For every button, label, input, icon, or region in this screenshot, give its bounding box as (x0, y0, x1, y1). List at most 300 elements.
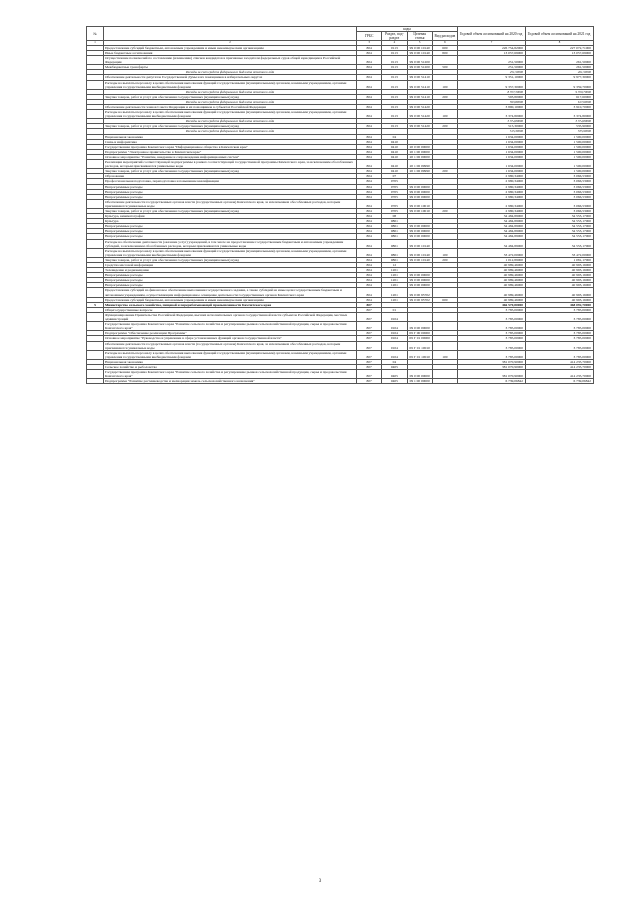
row-expense-type: 200 (432, 94, 457, 99)
row-razdel: 0104 (382, 322, 407, 331)
row-name: Предоставление субсидий бюджетным, автономным учреждениям и иным некоммерческим организациям (104, 297, 357, 302)
row-amount-2020: 3 374,80000 (458, 119, 526, 124)
row-amount-2020: 34 484,89000 (458, 214, 526, 219)
row-number (87, 160, 104, 169)
table-row (87, 379, 594, 384)
row-amount-2021: 40 993,16000 (526, 288, 594, 297)
column-index: 6 (432, 41, 457, 46)
row-grbs: 804 (357, 94, 382, 99)
row-expense-type: 200 (432, 257, 457, 262)
row-name: Обеспечение деятельности депутатов Государственной Думы и их помощников в избирательных округах (104, 75, 357, 80)
row-razdel: 0113 (382, 105, 407, 110)
row-razdel: 1201 (382, 273, 407, 278)
row-target-article: 99 0 00 00000 (407, 234, 432, 239)
table-row (87, 239, 594, 248)
row-name: Межбюджетные трансферты (104, 65, 357, 70)
table-header-row-1 (87, 27, 594, 32)
row-amount-2021: 3 785,00000 (526, 350, 594, 359)
row-grbs: 804 (357, 105, 382, 110)
row-razdel: 0410 (382, 149, 407, 154)
row-amount-2020: 226 754,82000 (458, 45, 526, 50)
row-expense-type: 200 (432, 208, 457, 213)
column-index: 3 (357, 41, 382, 46)
row-razdel: 0801 (382, 257, 407, 262)
row-razdel: 0801 (382, 224, 407, 229)
row-amount-2021: 34 553,17000 (526, 219, 594, 224)
row-grbs: 804 (357, 219, 382, 224)
row-amount-2020: 1 634,00000 (458, 149, 526, 154)
row-grbs: 807 (357, 331, 382, 336)
column-index: 8 (526, 41, 594, 46)
row-number (87, 379, 104, 384)
row-amount-2020: 593,80000 (458, 94, 526, 99)
row-razdel: 0104 (382, 331, 407, 336)
row-grbs: 804 (357, 234, 382, 239)
row-name: Расходы на выплаты персоналу в целях обеспечения выполнения функций государственными (муниципальными) органами, казенными учреждениями, органами управления государственными внебюджетными фондами (104, 248, 357, 257)
row-expense-type: 600 (432, 45, 457, 50)
row-grbs: 807 (357, 341, 382, 350)
row-number (87, 80, 104, 89)
row-name: Непрограммные расходы (104, 229, 357, 234)
row-grbs: 804 (357, 56, 382, 65)
row-amount-2020: 3 890,10000 (458, 105, 526, 110)
row-amount-2020: 34 484,89000 (458, 229, 526, 234)
row-amount-2020: 34 484,89000 (458, 234, 526, 239)
row-amount-2020: 33 472,00000 (458, 248, 526, 257)
row-name: Закупка товаров, работ и услуг для обеспечения государственных (муниципальных) нужд (104, 94, 357, 99)
row-amount-2021: 34 553,17000 (526, 234, 594, 239)
column-index: 4 (382, 41, 407, 46)
row-name: Расходы за счет средств федерального бюджета отчетного года (104, 129, 357, 134)
row-grbs: 807 (357, 379, 382, 384)
row-target-article: 09 Г 01 10010 (407, 350, 432, 359)
row-amount-2021: 1 500,00000 (526, 134, 594, 139)
row-amount-2020: 13 057,69000 (458, 50, 526, 55)
row-name: Государственная программа Камчатского края "Информационное общество в Камчатском крае" (104, 144, 357, 149)
row-target-article: 99 0 00 10140 (407, 50, 432, 55)
row-amount-2020: 6 739,06842 (458, 379, 526, 384)
row-grbs: 804 (357, 144, 382, 149)
row-expense-type: 200 (432, 124, 457, 129)
row-grbs: 804 (357, 194, 382, 199)
row-amount-2020: 1 634,00000 (458, 134, 526, 139)
row-razdel: 0104 (382, 350, 407, 359)
row-name: Общегосударственные вопросы (104, 307, 357, 312)
row-name: Закупка товаров, работ и услуг для обеспечения государственных (муниципальных) нужд (104, 124, 357, 129)
header-grbs: ГРБС (357, 32, 382, 41)
row-razdel: 0410 (382, 144, 407, 149)
row-amount-2020: 2 980,34000 (458, 199, 526, 208)
row-razdel: 0801 (382, 229, 407, 234)
budget-allocation-table (86, 26, 594, 384)
row-amount-2020: 1 634,00000 (458, 169, 526, 174)
row-amount-2021: 1 081,17000 (526, 257, 594, 262)
row-grbs: 804 (357, 189, 382, 194)
row-razdel: 0801 (382, 239, 407, 248)
row-target-article: 99 0 00 51200 (407, 65, 432, 70)
row-grbs: 804 (357, 208, 382, 213)
table-row (87, 341, 594, 350)
row-number (87, 322, 104, 331)
row-grbs: 804 (357, 278, 382, 283)
row-target-article: 99 0 00 10140 (407, 248, 432, 257)
row-grbs: 804 (357, 45, 382, 50)
row-name: Расходы на выплаты персоналу в целях обеспечения выполнения функций государственными (муниципальными) органами, казенными учреждениями, органами управления государственными внебюджетными фондами (104, 110, 357, 119)
row-name: Иные бюджетные ассигнования (104, 50, 357, 55)
row-name: Профессиональная подготовка, переподготовка и повышение квалификации (104, 179, 357, 184)
row-amount-2021: 261,50000 (526, 70, 594, 75)
row-amount-2021: 3 785,00000 (526, 341, 594, 350)
row-name: Расходы за счет средств федерального бюджета отчетного года (104, 99, 357, 104)
row-name: Непрограммные расходы (104, 224, 357, 229)
row-amount-2021: 3 066,53000 (526, 174, 594, 179)
row-razdel: 0113 (382, 75, 407, 80)
row-target-article: 99 0 00 00000 (407, 224, 432, 229)
row-razdel: 0113 (382, 124, 407, 129)
row-razdel: 08 (382, 214, 407, 219)
row-expense-type (432, 312, 457, 321)
column-index: 7 (458, 41, 526, 46)
row-amount-2020: 9 351,10000 (458, 75, 526, 80)
row-amount-2021: 9 359,70000 (526, 80, 594, 89)
row-number (87, 312, 104, 321)
row-target-article: 99 0 00 10140 (407, 239, 432, 248)
row-amount-2021: 40 993,16000 (526, 297, 594, 302)
row-amount-2021: 34 553,17000 (526, 239, 594, 248)
row-target-article: 99 0 00 10010 (407, 208, 432, 213)
row-number (87, 239, 104, 248)
row-amount-2021: 414 235,70000 (526, 364, 594, 369)
row-number (87, 350, 104, 359)
row-expense-type: 100 (432, 248, 457, 257)
row-amount-2020: 381 070,90000 (458, 364, 526, 369)
row-amount-2020: 2 980,34000 (458, 184, 526, 189)
row-razdel: 0705 (382, 208, 407, 213)
row-amount-2021: 3 066,53000 (526, 194, 594, 199)
row-amount-2020: 34 484,89000 (458, 239, 526, 248)
row-amount-2021: 6 739,06842 (526, 379, 594, 384)
row-razdel: 0113 (382, 50, 407, 55)
row-amount-2020: 1 012,89000 (458, 257, 526, 262)
row-razdel: 0113 (382, 80, 407, 89)
row-target-article: 09 0 00 00000 (407, 322, 432, 331)
row-name: Расходы за счет средств федерального бюджета отчетного года (104, 89, 357, 94)
row-grbs: 804 (357, 134, 382, 139)
row-amount-2021: 40 993,16000 (526, 273, 594, 278)
row-target-article: 99 0 00 51420 (407, 105, 432, 110)
row-amount-2021: 40 993,16000 (526, 278, 594, 283)
row-razdel: 0104 (382, 341, 407, 350)
header-num: № (87, 27, 104, 41)
row-grbs: 804 (357, 75, 382, 80)
row-name: Непрограммные расходы (104, 273, 357, 278)
row-name: Реализация мероприятий соответствующей подпрограммы в рамках соответствующей государственной программы Камчатского края, за исключением обособленных расходов, которым присваиваются уникальные коды (104, 160, 357, 169)
row-razdel: 0405 (382, 364, 407, 369)
row-name: Непрограммные расходы (104, 283, 357, 288)
row-razdel: 0705 (382, 184, 407, 189)
row-amount-2020: 515,30000 (458, 129, 526, 134)
row-name: Расходы за счет средств федерального бюджета отчетного года (104, 119, 357, 124)
row-grbs: 804 (357, 154, 382, 159)
row-amount-2021: 1 500,00000 (526, 160, 594, 169)
row-amount-2020: 3 785,00000 (458, 350, 526, 359)
row-target-article: 99 0 00 51420 (407, 124, 432, 129)
row-grbs: 804 (357, 184, 382, 189)
row-target-article: 99 0 00 51200 (407, 56, 432, 65)
row-razdel: 1201 (382, 288, 407, 297)
row-target-article: 99 0 00 00000 (407, 278, 432, 283)
row-grbs: 804 (357, 169, 382, 174)
row-amount-2021: 414 235,70000 (526, 370, 594, 379)
row-razdel: 04 (382, 359, 407, 364)
row-expense-type (432, 239, 457, 248)
row-target-article: 09 Г 01 10010 (407, 341, 432, 350)
row-amount-2021: 617,60000 (526, 94, 594, 99)
row-target-article: 09 1 00 00000 (407, 379, 432, 384)
row-target-article: 09 Г 00 00000 (407, 331, 432, 336)
row-expense-type (432, 56, 457, 65)
header-razdel: Раздел, под- раздел (382, 32, 407, 41)
row-grbs: 807 (357, 370, 382, 379)
row-grbs: 804 (357, 239, 382, 248)
row-name: Подпрограмма "Электронное правительство в Камчатском крае" (104, 149, 357, 154)
table-row (87, 110, 594, 119)
row-amount-2020: 466 570,80000 (458, 302, 526, 307)
row-target-article: 99 0 00 51410 (407, 80, 432, 89)
row-amount-2020: 1 634,00000 (458, 144, 526, 149)
row-amount-2021: 3 066,53000 (526, 179, 594, 184)
row-name: Подпрограмма "Развитие растениеводства и мелиорация земель сельскохозяйственного назначения" (104, 379, 357, 384)
row-expense-type (432, 160, 457, 169)
row-target-article: 99 0 00 00000 (407, 189, 432, 194)
row-amount-2021: 3 910,70000 (526, 105, 594, 110)
budget-table-sheet (86, 26, 594, 384)
header-year-2021: Годовой объем ассигнований на 2021 год (526, 27, 594, 41)
table-row (87, 288, 594, 297)
row-grbs: 804 (357, 257, 382, 262)
row-amount-2021: 3 785,00000 (526, 331, 594, 336)
row-razdel: 0405 (382, 379, 407, 384)
row-razdel: 0801 (382, 248, 407, 257)
row-razdel: 04 (382, 134, 407, 139)
row-expense-type (432, 341, 457, 350)
row-amount-2020: 3 374,80000 (458, 110, 526, 119)
row-razdel: 1201 (382, 278, 407, 283)
row-target-article: 09 0 00 00000 (407, 370, 432, 379)
row-name: Подпрограмма "Обеспечение реализации Программы" (104, 331, 357, 336)
row-expense-type (432, 288, 457, 297)
row-expense-type: 100 (432, 110, 457, 119)
row-grbs: 804 (357, 283, 382, 288)
row-amount-2020: 251,50000 (458, 56, 526, 65)
row-razdel: 0113 (382, 56, 407, 65)
row-grbs: 807 (357, 364, 382, 369)
row-amount-2020: 40 989,46000 (458, 288, 526, 297)
row-grbs: 804 (357, 288, 382, 297)
row-target-article: 99 0 00 51410 (407, 75, 432, 80)
row-target-article: 99 0 00 10140 (407, 257, 432, 262)
row-razdel: 1201 (382, 297, 407, 302)
row-name: Непрограммные расходы (104, 184, 357, 189)
row-razdel: 1201 (382, 268, 407, 273)
row-razdel: 0705 (382, 189, 407, 194)
row-name: Непрограммные расходы (104, 189, 357, 194)
row-grbs: 807 (357, 307, 382, 312)
row-number: 5 (87, 302, 104, 307)
row-razdel: 07 (382, 174, 407, 179)
row-name: Основное мероприятие "Развитие, внедрение и сопровождение информационных систем" (104, 154, 357, 159)
row-expense-type: 500 (432, 65, 457, 70)
row-amount-2021: 3 066,53000 (526, 189, 594, 194)
row-razdel: 0705 (382, 199, 407, 208)
row-expense-type (432, 199, 457, 208)
row-name: Культура, кинематография (104, 214, 357, 219)
row-grbs: 804 (357, 199, 382, 208)
row-grbs: 804 (357, 149, 382, 154)
row-grbs: 804 (357, 214, 382, 219)
row-target-article: 99 0 00 95702 (407, 297, 432, 302)
row-grbs: 807 (357, 302, 382, 307)
table-row (87, 199, 594, 208)
row-amount-2021: 1 500,00000 (526, 154, 594, 159)
row-razdel: 0705 (382, 179, 407, 184)
table-row (87, 370, 594, 379)
row-amount-2020: 1 634,00000 (458, 160, 526, 169)
row-number (87, 110, 104, 119)
row-grbs: 804 (357, 160, 382, 169)
row-name: Основное мероприятие "Руководство и управление в сфере установленных функций органов государственной власти" (104, 336, 357, 341)
row-amount-2021: 468 092,70000 (526, 302, 594, 307)
row-amount-2021: 1 500,00000 (526, 149, 594, 154)
row-amount-2020: 9 357,30000 (458, 80, 526, 89)
row-target-article: 99 0 00 00000 (407, 273, 432, 278)
row-amount-2021: 1 500,00000 (526, 144, 594, 149)
row-razdel: 0801 (382, 234, 407, 239)
row-razdel: 0104 (382, 336, 407, 341)
table-row (87, 160, 594, 169)
row-grbs: 804 (357, 139, 382, 144)
column-index: 1 (87, 41, 104, 46)
row-razdel: 0410 (382, 160, 407, 169)
page-number: 3 (318, 879, 322, 884)
row-amount-2020: 2 980,34000 (458, 194, 526, 199)
row-name: Расходы за счет средств федерального бюджета отчетного года (104, 70, 357, 75)
row-target-article: 99 0 00 00000 (407, 283, 432, 288)
row-grbs: 807 (357, 312, 382, 321)
row-grbs: 804 (357, 229, 382, 234)
row-grbs: 804 (357, 248, 382, 257)
row-name: Предоставление субсидий бюджетным, автономным учреждениям и иным некоммерческим организациям (104, 45, 357, 50)
row-amount-2021: 9 359,70000 (526, 89, 594, 94)
row-expense-type (432, 379, 457, 384)
row-amount-2021: 40 993,16000 (526, 283, 594, 288)
row-name: Функционирование Правительства Российской Федерации, высших исполнительных органов государственной власти субъектов Российской Федерации, местных администраций (104, 312, 357, 321)
table-row (87, 312, 594, 321)
row-target-article (407, 312, 432, 321)
row-grbs: 804 (357, 80, 382, 89)
row-amount-2020: 381 070,90000 (458, 370, 526, 379)
row-number (87, 56, 104, 65)
row-amount-2020: 3 785,00000 (458, 341, 526, 350)
row-amount-2020: 2 980,34000 (458, 208, 526, 213)
row-target-article: 99 0 00 10010 (407, 199, 432, 208)
row-expense-type (432, 322, 457, 331)
row-amount-2020: 40 989,46000 (458, 283, 526, 288)
header-target-article: Целевая статья (407, 32, 432, 41)
row-name: Государственная программа Камчатского края "Развитие сельского хозяйства и регулирование рынков сельскохозяйственной продукции, сырья и продовольствия Камчатского края" (104, 370, 357, 379)
row-name: Предоставление субсидий на финансовое обеспечение выполнения государственного задания, а также субсидий на иные цели государственным бюджетным и автономным учреждениям, осуществляющим информационное освещение деятельности государственных органов Камчатского края (104, 288, 357, 297)
row-razdel: 1201 (382, 283, 407, 288)
row-amount-2020: 251,50000 (458, 70, 526, 75)
row-expense-type: 800 (432, 50, 457, 55)
row-amount-2021: 535,90000 (526, 129, 594, 134)
row-name: Национальная экономика (104, 134, 357, 139)
row-name: Культура (104, 219, 357, 224)
row-name: Осуществление полномочий по составлению (изменению) списков кандидатов в присяжные заседатели федеральных судов общей юрисдикции в Российской Федерации (104, 56, 357, 65)
row-amount-2021: 40 993,16000 (526, 268, 594, 273)
row-name: Непрограммные расходы (104, 234, 357, 239)
row-amount-2020: 593,80000 (458, 99, 526, 104)
row-amount-2020: 1 634,00000 (458, 154, 526, 159)
row-grbs: 804 (357, 297, 382, 302)
row-grbs: 804 (357, 273, 382, 278)
row-amount-2020: 3 785,00000 (458, 307, 526, 312)
row-amount-2020: 3 785,00000 (458, 322, 526, 331)
row-amount-2021: 34 553,17000 (526, 224, 594, 229)
row-name: Закупка товаров, работ и услуг для обеспечения государственных (муниципальных) нужд (104, 257, 357, 262)
row-target-article: 99 0 00 95702 (407, 288, 432, 297)
row-number (87, 288, 104, 297)
row-name: Государственная программа Камчатского края "Развитие сельского хозяйства и регулирование рынков сельскохозяйственной продукции, сырья и продовольствия Камчатского края" (104, 322, 357, 331)
row-target-article: 99 0 00 00000 (407, 184, 432, 189)
row-amount-2021: 40 993,16000 (526, 263, 594, 268)
table-row (87, 248, 594, 257)
row-amount-2020: 2 980,34000 (458, 174, 526, 179)
row-amount-2020: 251,50000 (458, 65, 526, 70)
row-razdel: 0113 (382, 110, 407, 119)
row-amount-2021: 261,50000 (526, 56, 594, 65)
row-name: Расходы на обеспечение деятельности (оказание услуг) учреждений, в том числе на предоставление государственным бюджетным и автономным учреждениям субсидий, за исключением обособленных расходов, которым присваиваются уникальные коды (104, 239, 357, 248)
row-name: Средства массовой информации (104, 263, 357, 268)
table-row (87, 322, 594, 331)
row-name: Расходы на выплаты персоналу в целях обеспечения выполнения функций государственными (муниципальными) органами, казенными учреждениями, органами управления государственными внебюджетными фондами (104, 80, 357, 89)
table-body (87, 45, 594, 383)
row-number (87, 199, 104, 208)
row-grbs: 804 (357, 174, 382, 179)
row-amount-2020: 40 989,46000 (458, 278, 526, 283)
row-expense-type: 200 (432, 169, 457, 174)
header-expense-type: Вид расходов (432, 32, 457, 41)
header-codes: коды (357, 27, 458, 32)
row-amount-2021: 33 472,00000 (526, 248, 594, 257)
row-name: Телевидение и радиовещание (104, 268, 357, 273)
row-amount-2021: 3 066,53000 (526, 184, 594, 189)
row-amount-2020: 515,30000 (458, 124, 526, 129)
row-amount-2021: 9 977,30000 (526, 75, 594, 80)
row-amount-2021: 3 374,80000 (526, 119, 594, 124)
row-target-article: 99 0 00 00000 (407, 194, 432, 199)
row-name: Министерство сельского хозяйства, пищевой и перерабатывающей промышленности Камчатского края (104, 302, 357, 307)
header-name (104, 27, 357, 41)
row-name: Обеспечение деятельности членов Совета Федерации и их помощников в субъектах Российской Федерации (104, 105, 357, 110)
row-amount-2020: 3 785,00000 (458, 312, 526, 321)
row-razdel: 0410 (382, 169, 407, 174)
row-target-article: 20 1 06 00000 (407, 154, 432, 159)
row-amount-2020: 3 785,00000 (458, 336, 526, 341)
row-grbs: 804 (357, 268, 382, 273)
row-amount-2020: 34 484,89000 (458, 219, 526, 224)
row-razdel: 01 (382, 307, 407, 312)
